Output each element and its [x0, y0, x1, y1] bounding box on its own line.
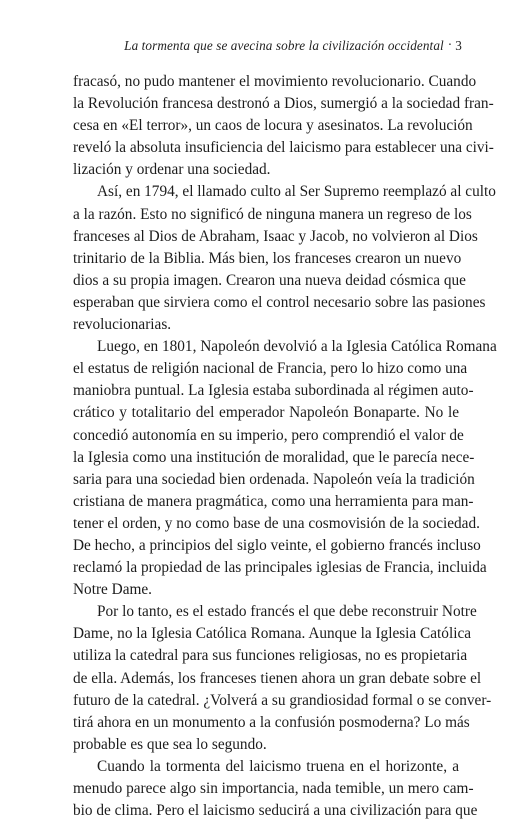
text-line: franceses al Dios de Abraham, Isaac y Jacob, no volvieron al Dios [73, 227, 478, 245]
running-header [124, 38, 462, 54]
text-line: dios a su propia imagen. Crearon una nueva deidad cósmica que [73, 271, 466, 289]
text-line: reveló la absoluta insuficiencia del laicismo para establecer una civi- [73, 139, 494, 157]
text-line: lización y ordenar una sociedad. [73, 161, 271, 179]
text-line: menudo parece algo sin importancia, nada temible, un mero cam- [73, 780, 474, 797]
text-line: maniobra puntual. La Iglesia estaba subordinada al régimen auto- [73, 382, 474, 400]
page-number: 3 [455, 38, 462, 53]
text-line: bio de clima. Pero el laicismo seducirá a una civilización para que [73, 802, 478, 820]
text-line: Cuando la tormenta del laicismo truena en el horizonte, a [97, 757, 459, 775]
text-line: Notre Dame. [73, 581, 153, 599]
text-line: a la razón. Esto no significó de ninguna manera un regreso de los [73, 205, 472, 223]
text-line: futuro de la catedral. ¿Volverá a su grandiosidad formal o se conver- [73, 691, 492, 709]
text-line: revolucionarias. [73, 316, 172, 334]
text-line: probable es que sea lo segundo. [73, 735, 267, 753]
text-line: esperaban que sirviera como el control necesario sobre las pasiones [73, 293, 486, 311]
text-line: trinitario de la Biblia. Más bien, los franceses crearon un nuevo [73, 249, 462, 267]
text-line: de ella. Además, los franceses tienen ahora un gran debate sobre el [73, 669, 482, 687]
text-line: Dame, no la Iglesia Católica Romana. Aunque la Iglesia Católica [73, 625, 472, 643]
text-line: el estatus de religión nacional de Francia, pero lo hizo como una [73, 360, 468, 378]
text-line: la Revolución francesa destronó a Dios, sumergió a la sociedad fran- [73, 95, 494, 113]
text-line: Por lo tanto, es el estado francés el que debe reconstruir Notre [97, 603, 477, 621]
text-line: concedió autonomía en su imperio, pero comprendió el valor de [73, 426, 464, 444]
text-line: cesa en «El terror», un caos de locura y asesinatos. La revolución [73, 117, 473, 135]
text-line: la Iglesia como una institución de moralidad, que le parecía nece- [73, 448, 475, 466]
text-line: fracasó, no pudo mantener el movimiento revolucionario. Cuando [73, 73, 477, 90]
text-line: cristiana de manera pragmática, como una herramienta para man- [73, 492, 474, 510]
text-line: reclamó la propiedad de las principales iglesias de Francia, incluida [73, 559, 487, 577]
text-line: crático y totalitario del emperador Napoleón Bonaparte. No le [73, 404, 459, 422]
body-text [73, 71, 497, 822]
running-title: La tormenta que se avecina sobre la civilización occidental [124, 38, 444, 53]
header-separator: · [447, 37, 453, 52]
text-line: tirá ahora en un monumento a la confusión posmoderna? Lo más [73, 713, 470, 731]
text-line: saria para una sociedad bien ordenada. Napoleón veía la tradición [73, 470, 475, 488]
text-line: tener el orden, y no como base de una cosmovisión de la sociedad. [73, 514, 480, 532]
text-line: utiliza la catedral para sus funciones religiosas, no es propietaria [73, 647, 468, 665]
text-line: Así, en 1794, el llamado culto al Ser Supremo reemplazó al culto [97, 183, 496, 201]
text-line: De hecho, a principios del siglo veinte, el gobierno francés incluso [73, 536, 481, 554]
text-line: Luego, en 1801, Napoleón devolvió a la Iglesia Católica Romana [97, 338, 497, 356]
